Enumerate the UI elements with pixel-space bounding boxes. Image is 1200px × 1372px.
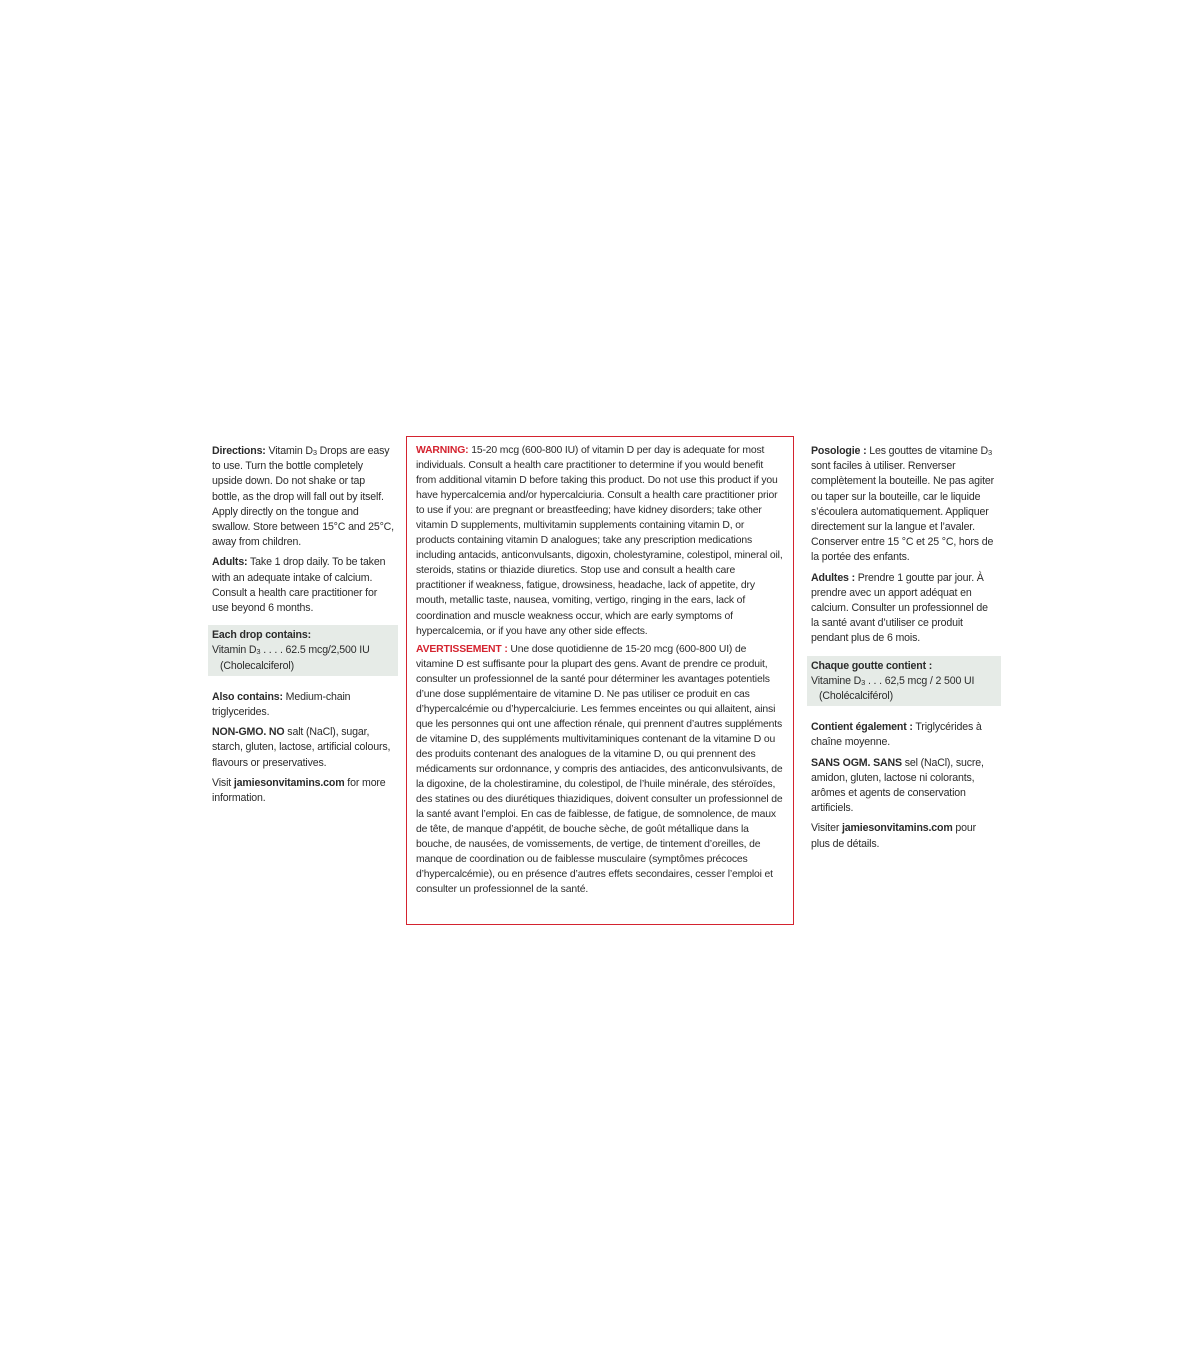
chaque-goutte-box [807,656,1001,707]
contient-paragraph: Contient également : Triglycérides à chaîne moyenne. [811,721,982,749]
chaque-goutte-label: Chaque goutte contient : [811,659,933,672]
warning-box [406,436,794,925]
directions-label: Directions: [212,445,266,457]
vitamine-d3-amount: Vitamine $D_3$ . . . 62,5 mcg / 2 500 UI [811,674,975,687]
avertissement-paragraph: AVERTISSEMENT : Une dose quotidienne de 15-20 mcg (600-800 UI) de vitamine D est suffisante pour la plupart des gens. Avant de prendre ce produit, consulter un professionnel de la santé pour déterminer les avantages potentiels d’une dose supplémentaire de vitamine D. Ne pas utiliser ce produit en cas d’hypercalcémie ou d’hypercalciurie. Les femmes enceintes ou qui allaitent, ainsi que les personnes qui ont une affection rénale, qui prennent d’autres suppléments de vitamine D, des suppléments multivitaminiques contenant de la vitamine D ou des produits contenant des analogues de la vitamine D, ou qui prennent des médicaments sur ordonnance, y compris des antiacides, des anticonvulsivants, de la digoxine, de la cholestiramine, du colestipol, de l’huile minérale, des stéroïdes, des statines ou des diurétiques thiazidiques, doivent consulter un professionnel de la santé avant l’emploi. En cas de faiblesse, de fatigue, de somnolence, de maux de tête, de manque d’appétit, de bouche sèche, de goût métallique dans la bouche, de nausées, de vomissements, de vertige, de tintement d’oreilles, de manque de coordination ou de faiblesse musculaire (symptômes précoces d’hypercalcémie), ou en présence d’autres effets secondaires, cesser l’emploi et consulter un professionnel de la santé. [416,643,783,896]
avertissement-label: AVERTISSEMENT : [416,643,508,655]
visiter-paragraph: Visiter jamiesonvitamins.com pour plus de détails. [811,822,977,850]
french-directions-column [811,444,997,857]
also-contains-label: Also contains: [212,690,283,703]
adultes-label: Adultes : [811,571,855,584]
jamieson-website-link-fr[interactable]: jamiesonvitamins.com [842,822,953,835]
also-contains-paragraph: Also contains: Medium-chain triglycerides. [212,690,351,719]
warning-paragraph: WARNING: 15-20 mcg (600-800 IU) of vitamin D per day is adequate for most individuals. Consult a health care practitioner to determine if you would benefit from additional vitamin D before taking this product. Do not use this product if you have hypercalcemia and/or hypercalciuria. Consult a health care practitioner prior to use if you: are pregnant or breastfeeding; have kidney disorders; take other vitamin D supplements, multivitamin supplements containing vitamin D, or products containing vitamin D analogues; take any prescription medications including antacids, anticonvulsants, digoxin, cholestyramine, colestipol, mineral oil, steroids, statins or thiazide diuretics. Stop use and consult a health care practitioner if weakness, fatigue, drowsiness, headache, lack of appetite, dry mouth, metallic taste, nausea, vomiting, vertigo, ringing in the ears, lack of coordination and muscle weakness occur, which are early symptoms of hypercalcemia, or if you have any other side effects. [416,445,783,637]
adults-paragraph: Adults: Take 1 drop daily. To be taken with an adequate intake of calcium. Consult a health care practitioner for use beyond 6 months. [212,556,386,615]
english-directions-column [212,444,394,811]
each-drop-label: Each drop contains: [212,629,311,642]
adultes-paragraph: Adultes : Prendre 1 goutte par jour. À prendre avec un apport adéquat en calcium. Consulter un professionnel de la santé avant d’utiliser ce produit pendant plus de 6 mois. [811,571,988,645]
contient-label: Contient également : [811,721,913,734]
cholecalciferol-fr-label: (Cholécalciférol) [819,690,893,703]
directions-paragraph: Directions: Vitamin $D_3$ Drops are easy to use. Turn the bottle completely upside down. Do not shake or tap bottle, as the drop will fall out by itself. Apply directly on the tongue and swallow. Store between 15°C and 25°C, away from children. [212,445,394,549]
adults-label: Adults: [212,556,248,569]
posologie-paragraph: Posologie : Les gouttes de vitamine $D_3$ sont faciles à utiliser. Renverser complètement la bouteille. Ne pas agiter ou taper sur la bouteille, car le liquide s’écoulera automatiquement. Appliquer directement sur la langue et l’avaler. Conserver entre 15 °C et 25 °C, hors de la portée des enfants. [811,445,995,564]
cholecalciferol-label: (Cholecalciferol) [220,659,294,672]
non-gmo-label: NON-GMO. NO [212,726,285,739]
each-drop-contains-box [208,625,398,676]
jamieson-website-link[interactable]: jamiesonvitamins.com [233,776,345,789]
vitamin-d3-amount: Vitamin $D_3$ . . . . 62.5 mcg/2,500 IU [212,644,370,657]
warning-label: WARNING: [416,445,469,456]
sans-ogm-label: SANS OGM. SANS [811,756,902,769]
sans-ogm-paragraph: SANS OGM. SANS sel (NaCl), sucre, amidon, gluten, lactose ni colorants, arômes et agents de conservation artificiels. [811,756,984,815]
non-gmo-paragraph: NON-GMO. NO salt (NaCl), sugar, starch, gluten, lactose, artificial colours, flavours or preservatives. [212,726,391,769]
visit-paragraph: Visit jamiesonvitamins.com for more information. [212,776,386,805]
posologie-label: Posologie : [811,445,867,457]
